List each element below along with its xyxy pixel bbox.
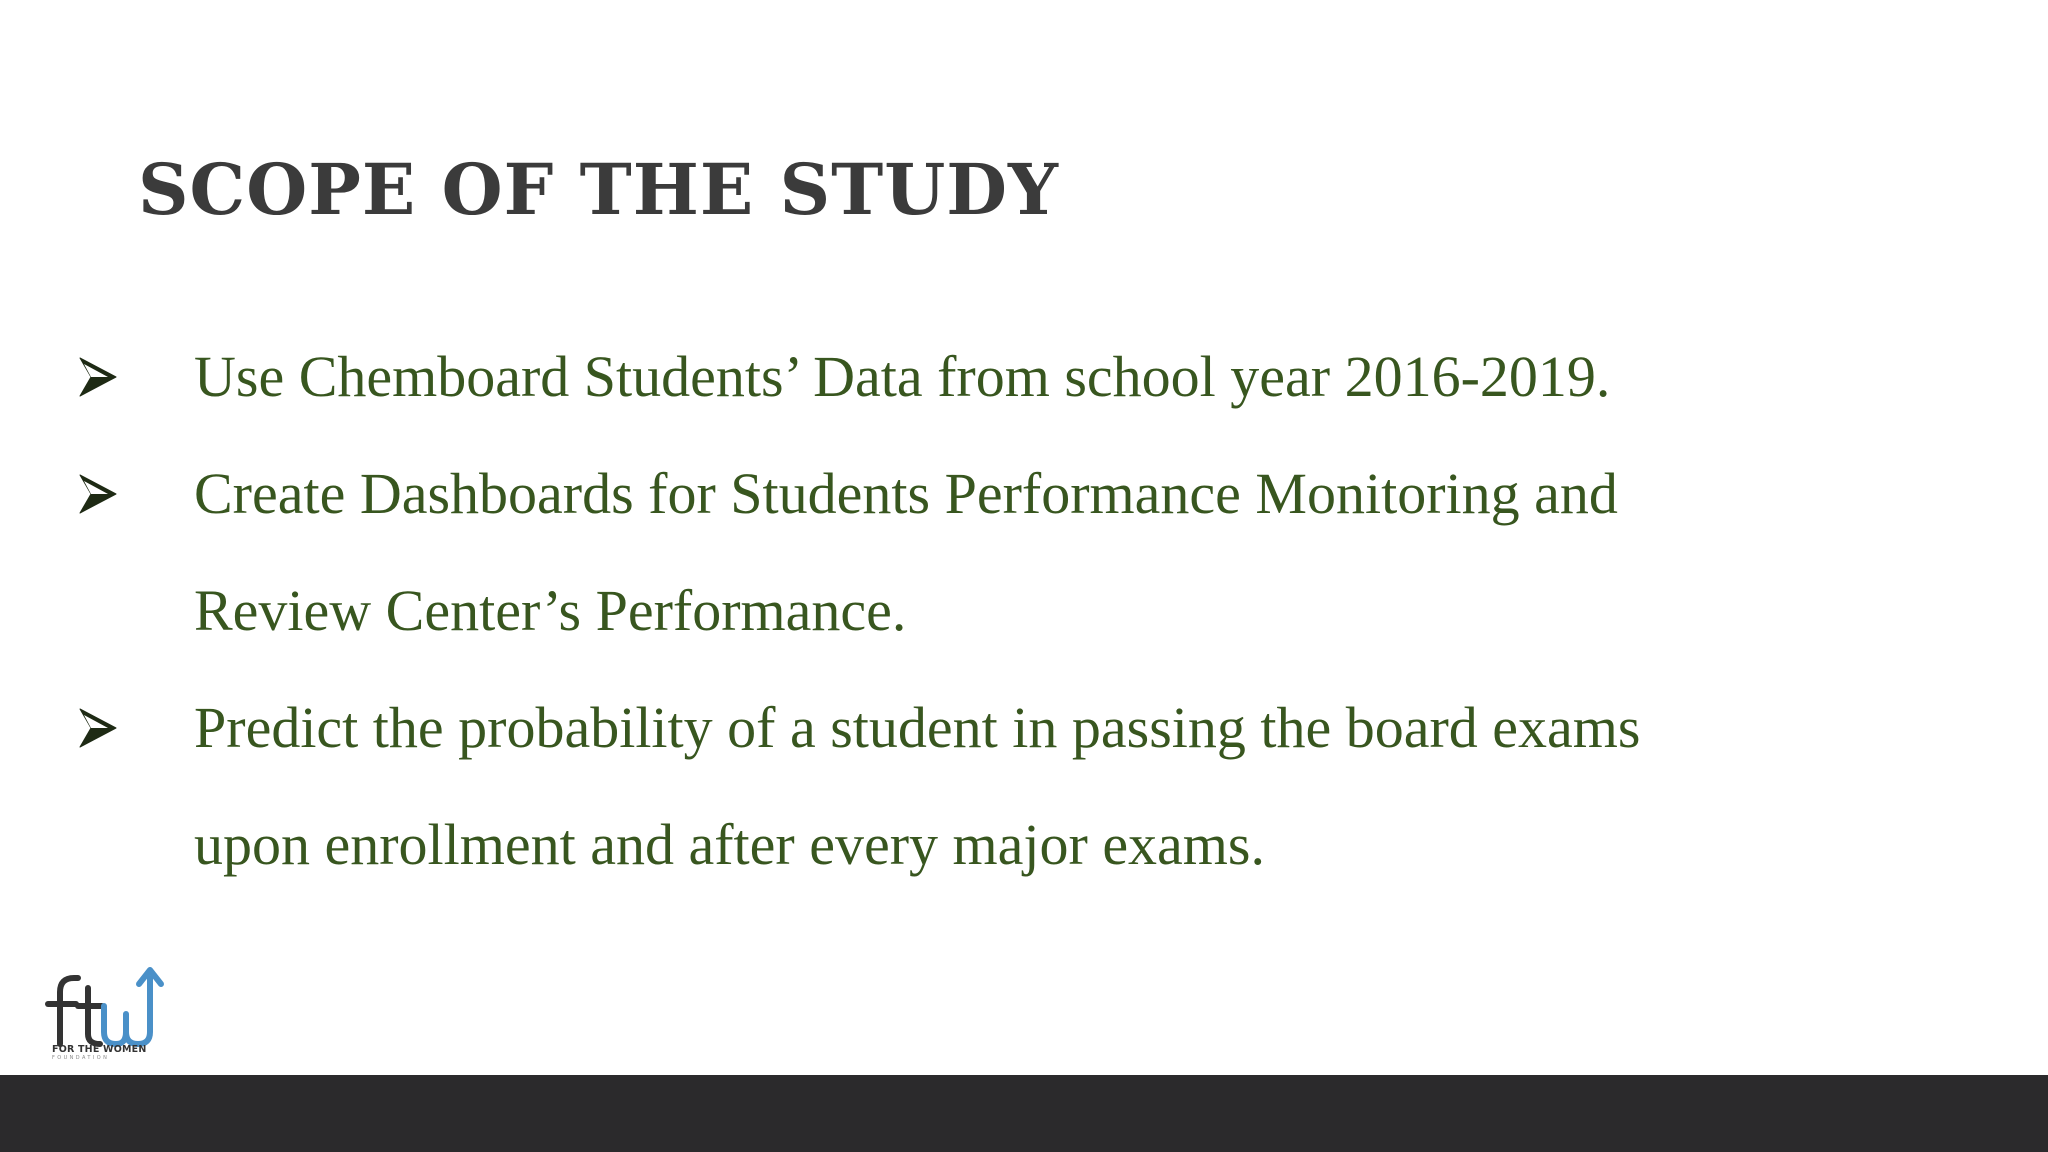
bullet-list: [78, 318, 2008, 903]
arrowhead-bullet-icon: [78, 318, 194, 435]
bullet-line: Create Dashboards for Students Performance Monitoring and: [194, 461, 1618, 526]
arrowhead-bullet-icon: [78, 435, 194, 552]
footer-bar: [0, 1075, 2048, 1152]
bullet-text: [194, 318, 1610, 435]
arrowhead-bullet-icon: [78, 669, 194, 786]
bullet-item-2: [78, 435, 2008, 669]
bullet-line: Review Center’s Performance.: [194, 578, 907, 643]
bullet-item-3: [78, 669, 2008, 903]
slide-title: SCOPE OF THE STUDY: [138, 148, 1059, 231]
bullet-line: upon enrollment and after every major exams.: [194, 812, 1265, 877]
logo-subcaption: FOUNDATION: [52, 1055, 110, 1061]
bullet-line: Use Chemboard Students’ Data from school year 2016-2019.: [194, 344, 1611, 409]
bullet-text: [194, 669, 1640, 903]
logo-caption: FOR THE WOMEN: [52, 1044, 147, 1055]
bullet-line: Predict the probability of a student in passing the board exams: [194, 695, 1641, 760]
bullet-item-1: [78, 318, 2008, 435]
bullet-text: [194, 435, 1618, 669]
